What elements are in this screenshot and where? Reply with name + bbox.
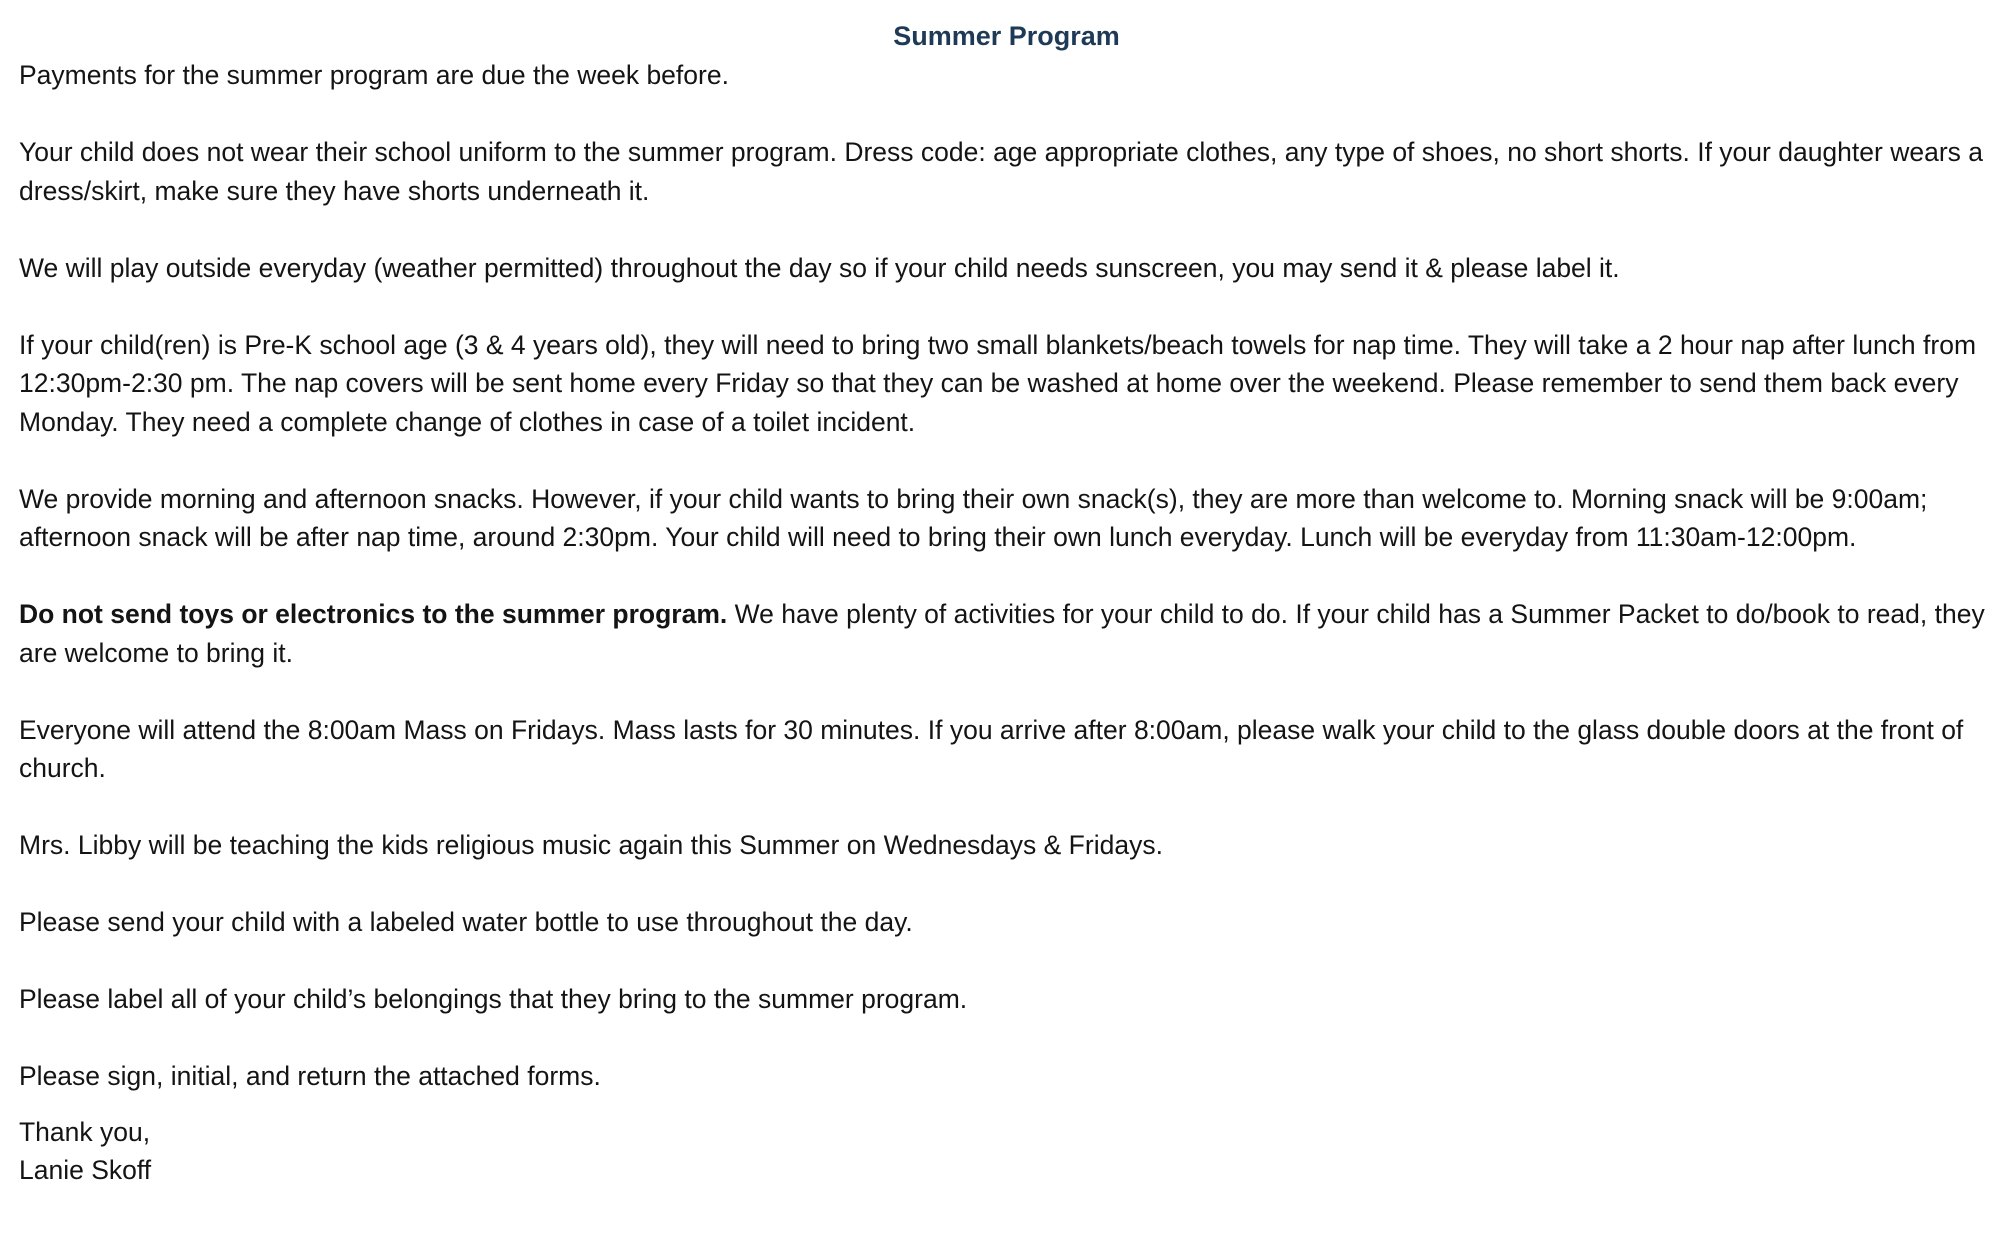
toys-paragraph bbox=[19, 595, 1994, 672]
label-belongings-paragraph: Please label all of your child’s belongings that they bring to the summer program. bbox=[19, 984, 968, 1014]
page-title: Summer Program bbox=[893, 21, 1120, 51]
dress-code-paragraph: Your child does not wear their school uniform to the summer program. Dress code: age appropriate clothes, any type of shoes, no short shorts. If your daughter wears a dress/skirt, make sure they have shorts underneath it. bbox=[19, 137, 1983, 206]
pre-k-nap-paragraph: If your child(ren) is Pre-K school age (3 & 4 years old), they will need to bring two small blankets/beach towels for nap time. They will take a 2 hour nap after lunch from 12:30pm-2:30 pm. The nap covers will be sent home every Friday so that they can be washed at home over the weekend. Please remember to send them back every Monday. They need a complete change of clothes in case of a toilet incident. bbox=[19, 329, 1977, 437]
payments-paragraph: Payments for the summer program are due the week before. bbox=[19, 60, 729, 90]
outdoor-play-paragraph: We will play outside everyday (weather permitted) throughout the day so if your child needs sunscreen, you may send it & please label it. bbox=[19, 252, 1620, 283]
snacks-lunch-paragraph: We provide morning and afternoon snacks. However, if your child wants to bring their own snack(s), they are more than welcome to. Morning snack will be 9:00am; afternoon snack will be after nap time, around 2:30pm. Your child will need to bring their own lunch everyday. Lunch will be everyday from 11:30am-12:00pm. bbox=[19, 483, 1928, 552]
toys-warning-bold: Do not send toys or electronics to the summer program. bbox=[19, 599, 728, 629]
toys-paragraph-rest: We have plenty of activities for your child to do. If your child has a Summer Packet to do/book to read, they are welcome to bring it. bbox=[19, 599, 1985, 668]
mass-paragraph: Everyone will attend the 8:00am Mass on Fridays. Mass lasts for 30 minutes. If you arrive after 8:00am, please walk your child to the glass double doors at the front of church. bbox=[19, 714, 1964, 783]
document-page bbox=[19, 17, 1994, 1190]
music-paragraph: Mrs. Libby will be teaching the kids religious music again this Summer on Wednesdays & Fridays. bbox=[19, 830, 1163, 860]
signature-name: Lanie Skoff bbox=[19, 1155, 152, 1185]
closing-line: Thank you, bbox=[19, 1116, 151, 1147]
water-bottle-paragraph: Please send your child with a labeled water bottle to use throughout the day. bbox=[19, 907, 913, 937]
forms-paragraph: Please sign, initial, and return the attached forms. bbox=[19, 1061, 601, 1091]
